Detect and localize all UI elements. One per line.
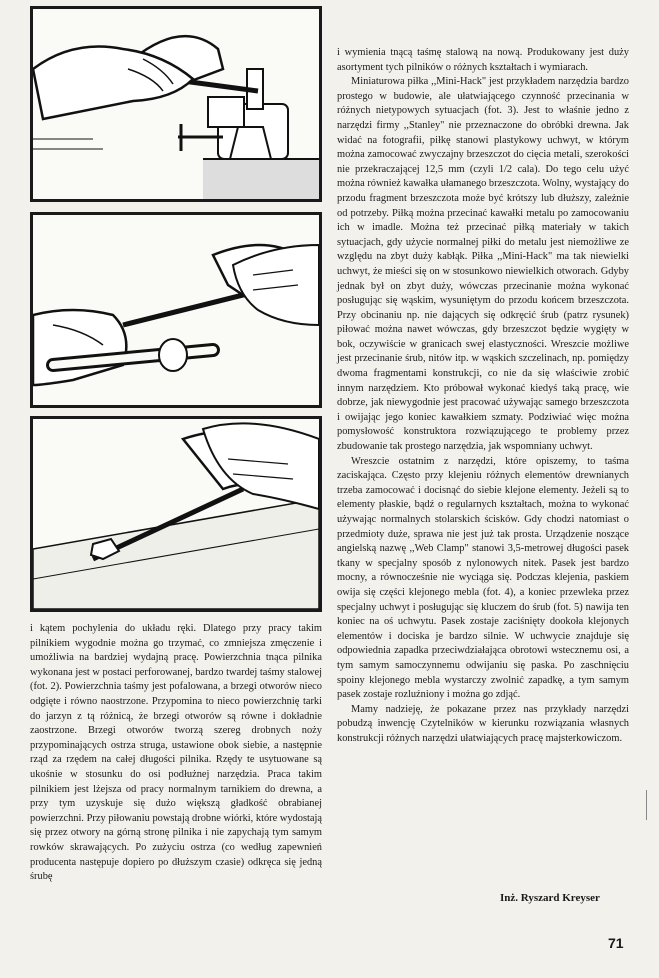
page-number: 71 [608,935,624,951]
paragraph: i wymienia tnącą taśmę stalową na nową. Produkowany jest duży asortyment tych pilników o różnych kształtach i wymiarach. [337,47,629,73]
article-right-column [337,46,629,747]
paragraph: Wreszcie ostatnim z narzędzi, które opiszemy, to taśma zaciskająca. Często przy klejeniu różnych elementów drewnianych trzeba zamocować i docisnąć do siebie klejone elementy. Jeżeli są to elementy płaskie, bądź o regularnych kształtach, można to wykonać używając normalnych stolarskich ścisków. Gdy chodzi natomiast o przedmioty duże, sprawa nie jest już tak prosta. Urządzenie noszące angielską nazwę ,,Web Clamp" stanowi 3,5-metrowej długości pasek tkany w specjalny sposób z nylonowych nitek. Pasek jest bardzo mocny, a równocześnie nie wyciąga się. Podczas klejenia, paskiem owija się części klejonego mebla (fot. 4), a koniec przewleka przez specjalny uchwyt i posługując się kluczem do śrub (fot. 5) nawija ten koniec na oś uchwytu. Pasek zostaje zaciśnięty dookoła klejonych elementów i dociska je bardzo silnie. W uchwycie znajduje się odpowiednia zapadka przeciwdziałająca obrotowi wstecznemu osi, a tym samym samoczynnemu odwijaniu się paska. Po zaschnięciu spoiny klejonego mebla wystarczy zwolnić zapadkę, a tym samym pasek zostaje rozluźniony i można go zdjąć. [337,455,629,701]
article-left-column [30,622,322,885]
paragraph: Miniaturowa piłka ,,Mini-Hack" jest przykładem narzędzia bardzo prostego w budowie, ale ułatwiającego czynność przecinania w różnych nietypowych sytuacjach (fot. 3). Jest to właśnie jedno z narzędzi firmy ,,Stanley" nie przeznaczone do obróbki drewna. Jak widać na fotografii, piłkę stanowi plastykowy uchwyt, w którym można zamocować zwyczajny brzeszczot do cięcia metali, szerokości nie przekraczającej 12,5 mm (czyli 1/2 cala). Do tego celu użyć można również kawałka ułamanego brzeszczota. Wolny, wystający do przodu fragment brzeszczota może być krótszy lub dłuższy, zależnie od potrzeby. Piłką można przecinać kawałki metalu po zamocowaniu ich w imadle. Można też przecinać piłką materiały w takich sytuacjach, gdy użycie normalnej piłki do metalu jest niemożliwe ze względu na zbyt duży kabłąk. Piłka ,,Mini-Hack" ma tak niewielki uchwyt, że mieści się on w stosunkowo niewielkich otworach. Gdyby jednak był on zbyt duży, wówczas przecinanie można wykonać posługując się wąskim, wysuniętym do przodu końcem brzeszczota. Przy obcinaniu np. nie dających się odkręcić śrub (patrz rysunek) piłować można nawet wówczas, gdy brzeszczot będzie wygięty w bok, oczywiście w granicach swej elastyczności. Wreszcie możliwe jest przecinanie śrub, nitów itp. w wąskich szczelinach, np. pomiędzy dwoma fragmentami konstrukcji, co nie da się właściwie zrobić innym narzędziem. Kto próbował wykonać kiedyś taką pracę, wie dobrze, jak niewygodnie jest pracować używając samego brzeszczota i owijając jego koniec kawałkiem szmaty. Podziwiać więc można pomysłowość konstruktora rozwiązującego te problemy przez zbudowanie tak prostego narzędzia, jak wspomniany uchwyt. [337,76,629,453]
margin-mark [646,790,651,820]
author-signature: Inż. Ryszard Kreyser [500,892,600,904]
figure-saw-bolt [30,416,322,612]
paragraph: i kątem pochylenia do układu ręki. Dlatego przy pracy takim pilnikiem wygodnie można go trzymać, co zmniejsza zmęczenie i umożliwia na bardziej wydajną pracę. Powierzchnia tnąca pilnika wykonana jest w postaci perforowanej, bardzo twardej taśmy stalowej (fot. 2). Powierzchnia taśmy jest pofalowana, a brzegi otworów nieco odgięte i równo naostrzone. Przypomina to nieco powierzchnię tarki do jarzyn z tą różnicą, że brzegi otworów są równe i dokładnie zaostrzone. Brzegi otworów tworzą szereg drobnych noży przypominających ostrza struga, ustawione obok siebie, a następnie rząd za rzędem na całej długości pilnika. Rzędy te usytuowane są ukośnie w stosunku do osi podłużnej narzędzia. Praca takim pilnikiem jest lżejsza od pracy normalnym tarnikiem do drewna, a przy tym uzyskuje się dużo większą gładkość obrabianej powierzchni. Przy piłowaniu powstają drobne wiórki, które wydostają się przez otwory na górną stronę pilnika i nie zapychają tym samym rowków skrawających. Po zużyciu ostrza (co według zapewnień producenta następuje dopiero po dłuższym czasie) odkręca się jedną śrubę [30,623,322,883]
paragraph: Mamy nadzieję, że pokazane przez nas przykłady narzędzi pobudzą inwencję Czytelników w kierunku rozwiązania własnych konstrukcji różnych narzędzi ułatwiających pracę majsterkowiczom. [337,703,629,744]
figure-saw-vise [30,6,322,202]
figure-saw-rod [30,212,322,408]
